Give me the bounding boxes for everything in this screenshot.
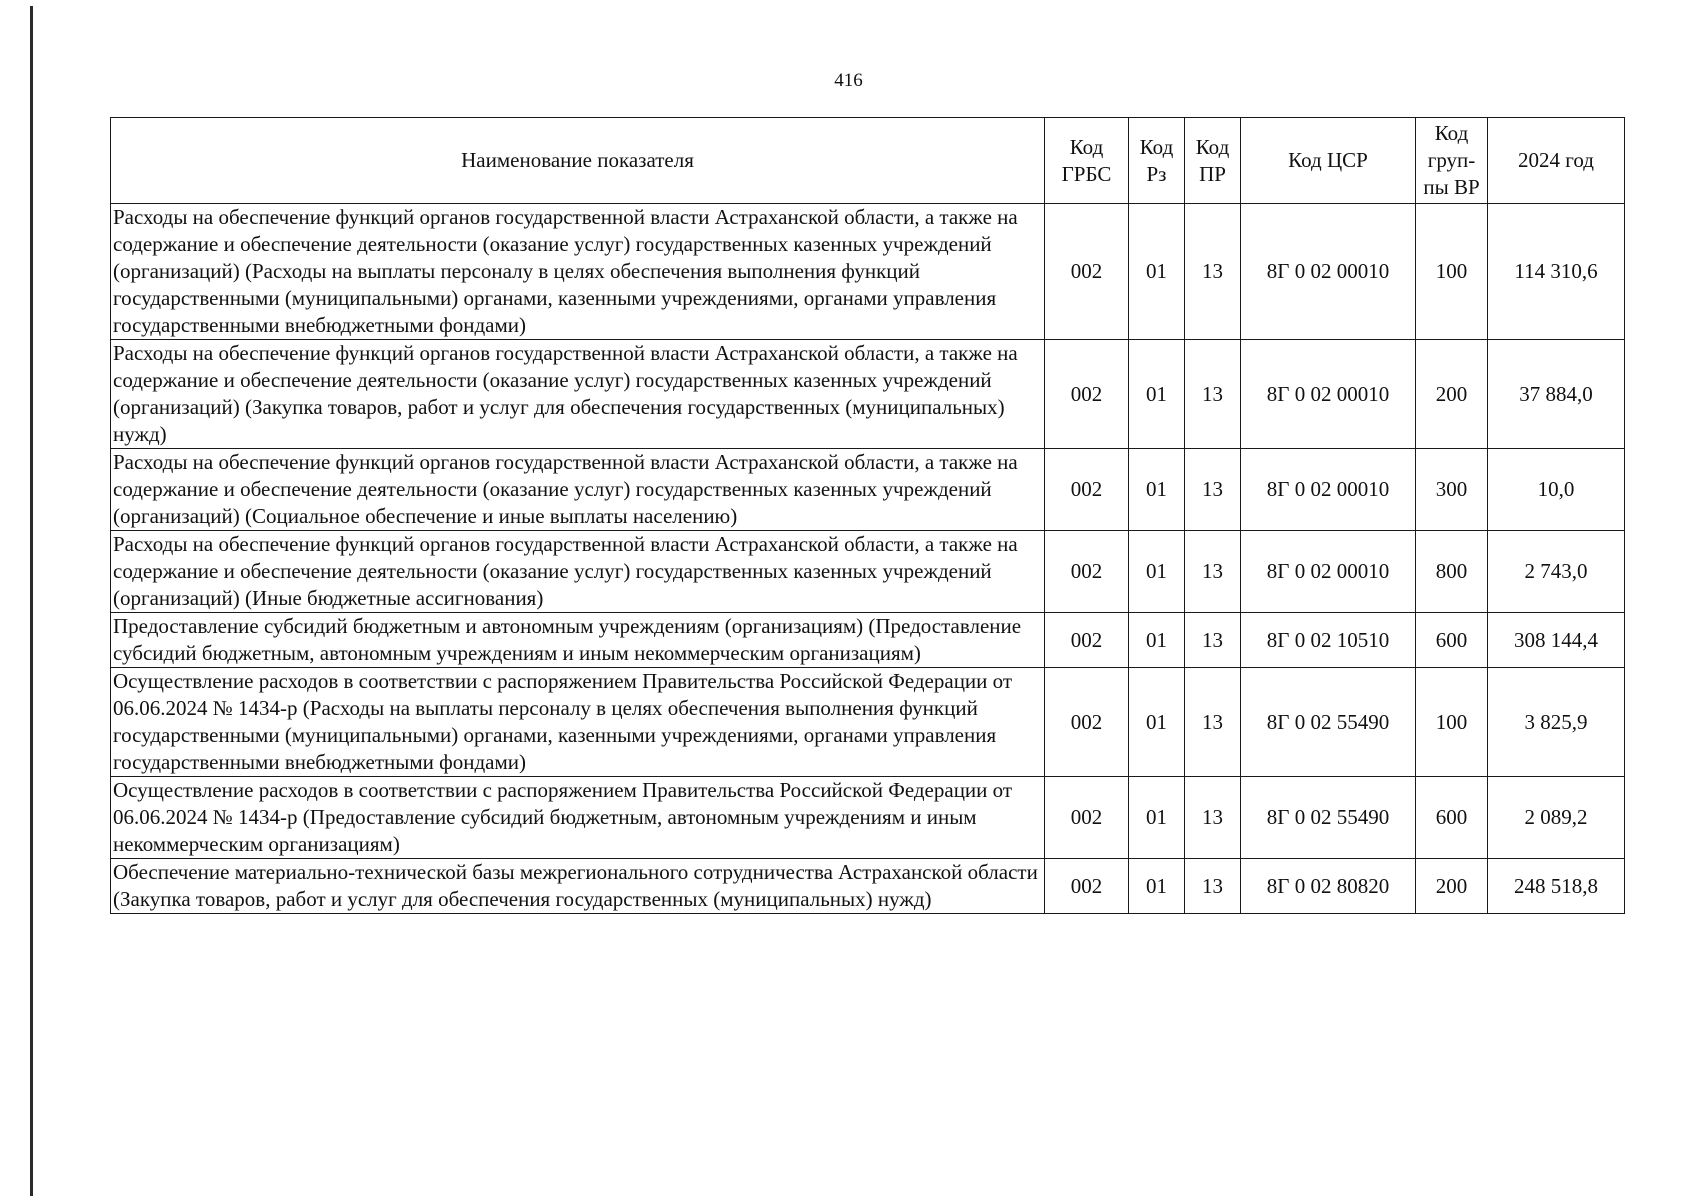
cell-amount: 248 518,8 [1488, 859, 1625, 914]
cell-rz: 01 [1129, 449, 1185, 531]
cell-grbs: 002 [1045, 531, 1129, 613]
cell-csr: 8Г 0 02 55490 [1241, 668, 1416, 777]
cell-pr: 13 [1185, 668, 1241, 777]
table-row [111, 204, 1625, 340]
table-row [111, 613, 1625, 668]
cell-name: Расходы на обеспечение функций органов государственной власти Астраханской области, а также на содержание и обеспечение деятельности (оказание услуг) государственных казенных учреждений (организаций) (Социальное обеспечение и иные выплаты населению) [111, 449, 1045, 531]
table-row [111, 449, 1625, 531]
cell-rz: 01 [1129, 777, 1185, 859]
cell-pr: 13 [1185, 531, 1241, 613]
cell-pr: 13 [1185, 340, 1241, 449]
cell-name: Расходы на обеспечение функций органов государственной власти Астраханской области, а также на содержание и обеспечение деятельности (оказание услуг) государственных казенных учреждений (организаций) (Закупка товаров, работ и услуг для обеспечения государственных (муниципальных) нужд) [111, 340, 1045, 449]
cell-rz: 01 [1129, 859, 1185, 914]
header-name: Наименование показателя [111, 118, 1045, 204]
cell-vr: 600 [1416, 777, 1488, 859]
cell-amount: 37 884,0 [1488, 340, 1625, 449]
cell-grbs: 002 [1045, 449, 1129, 531]
cell-csr: 8Г 0 02 80820 [1241, 859, 1416, 914]
cell-csr: 8Г 0 02 00010 [1241, 449, 1416, 531]
cell-rz: 01 [1129, 613, 1185, 668]
table-header-row [111, 118, 1625, 204]
cell-vr: 600 [1416, 613, 1488, 668]
page-number: 416 [834, 70, 863, 91]
cell-amount: 308 144,4 [1488, 613, 1625, 668]
cell-grbs: 002 [1045, 204, 1129, 340]
cell-grbs: 002 [1045, 777, 1129, 859]
header-csr: Код ЦСР [1241, 118, 1416, 204]
cell-amount: 10,0 [1488, 449, 1625, 531]
cell-name: Обеспечение материально-технической базы межрегионального сотрудничества Астраханской области (Закупка товаров, работ и услуг для обеспечения государственных (муниципальных) нужд) [111, 859, 1045, 914]
cell-grbs: 002 [1045, 859, 1129, 914]
scan-edge-line [30, 6, 33, 1196]
cell-rz: 01 [1129, 340, 1185, 449]
cell-amount: 2 743,0 [1488, 531, 1625, 613]
cell-name: Осуществление расходов в соответствии с распоряжением Правительства Российской Федерации от 06.06.2024 № 1434-р (Расходы на выплаты персоналу в целях обеспечения выполнения функций государственными (муниципальными) органами, казенными учреждениями, органами управления государственными внебюджетными фондами) [111, 668, 1045, 777]
cell-rz: 01 [1129, 668, 1185, 777]
cell-csr: 8Г 0 02 10510 [1241, 613, 1416, 668]
cell-pr: 13 [1185, 777, 1241, 859]
cell-csr: 8Г 0 02 00010 [1241, 340, 1416, 449]
cell-name: Осуществление расходов в соответствии с распоряжением Правительства Российской Федерации от 06.06.2024 № 1434-р (Предоставление субсидий бюджетным, автономным учреждениям и иным некоммерческим организациям) [111, 777, 1045, 859]
table-row [111, 859, 1625, 914]
header-pr: Код ПР [1185, 118, 1241, 204]
cell-grbs: 002 [1045, 340, 1129, 449]
table-row [111, 668, 1625, 777]
cell-rz: 01 [1129, 204, 1185, 340]
header-year: 2024 год [1488, 118, 1625, 204]
cell-vr: 200 [1416, 859, 1488, 914]
cell-amount: 3 825,9 [1488, 668, 1625, 777]
table-row [111, 340, 1625, 449]
header-grbs: Код ГРБС [1045, 118, 1129, 204]
cell-vr: 200 [1416, 340, 1488, 449]
cell-amount: 2 089,2 [1488, 777, 1625, 859]
cell-pr: 13 [1185, 859, 1241, 914]
cell-pr: 13 [1185, 204, 1241, 340]
cell-name: Предоставление субсидий бюджетным и автономным учреждениям (организациям) (Предоставление субсидий бюджетным, автономным учреждениям и иным некоммерческим организациям) [111, 613, 1045, 668]
cell-name: Расходы на обеспечение функций органов государственной власти Астраханской области, а также на содержание и обеспечение деятельности (оказание услуг) государственных казенных учреждений (организаций) (Иные бюджетные ассигнования) [111, 531, 1045, 613]
cell-vr: 100 [1416, 204, 1488, 340]
budget-table [110, 117, 1625, 914]
cell-grbs: 002 [1045, 613, 1129, 668]
cell-pr: 13 [1185, 613, 1241, 668]
cell-amount: 114 310,6 [1488, 204, 1625, 340]
header-rz: Код Рз [1129, 118, 1185, 204]
cell-vr: 300 [1416, 449, 1488, 531]
cell-vr: 800 [1416, 531, 1488, 613]
cell-pr: 13 [1185, 449, 1241, 531]
header-vr: Код груп- пы ВР [1416, 118, 1488, 204]
table-row [111, 777, 1625, 859]
cell-csr: 8Г 0 02 55490 [1241, 777, 1416, 859]
cell-vr: 100 [1416, 668, 1488, 777]
table-row [111, 531, 1625, 613]
cell-name: Расходы на обеспечение функций органов государственной власти Астраханской области, а также на содержание и обеспечение деятельности (оказание услуг) государственных казенных учреждений (организаций) (Расходы на выплаты персоналу в целях обеспечения выполнения функций государственными (муниципальными) органами, казенными учреждениями, органами управления государственными внебюджетными фондами) [111, 204, 1045, 340]
cell-grbs: 002 [1045, 668, 1129, 777]
cell-rz: 01 [1129, 531, 1185, 613]
cell-csr: 8Г 0 02 00010 [1241, 204, 1416, 340]
cell-csr: 8Г 0 02 00010 [1241, 531, 1416, 613]
